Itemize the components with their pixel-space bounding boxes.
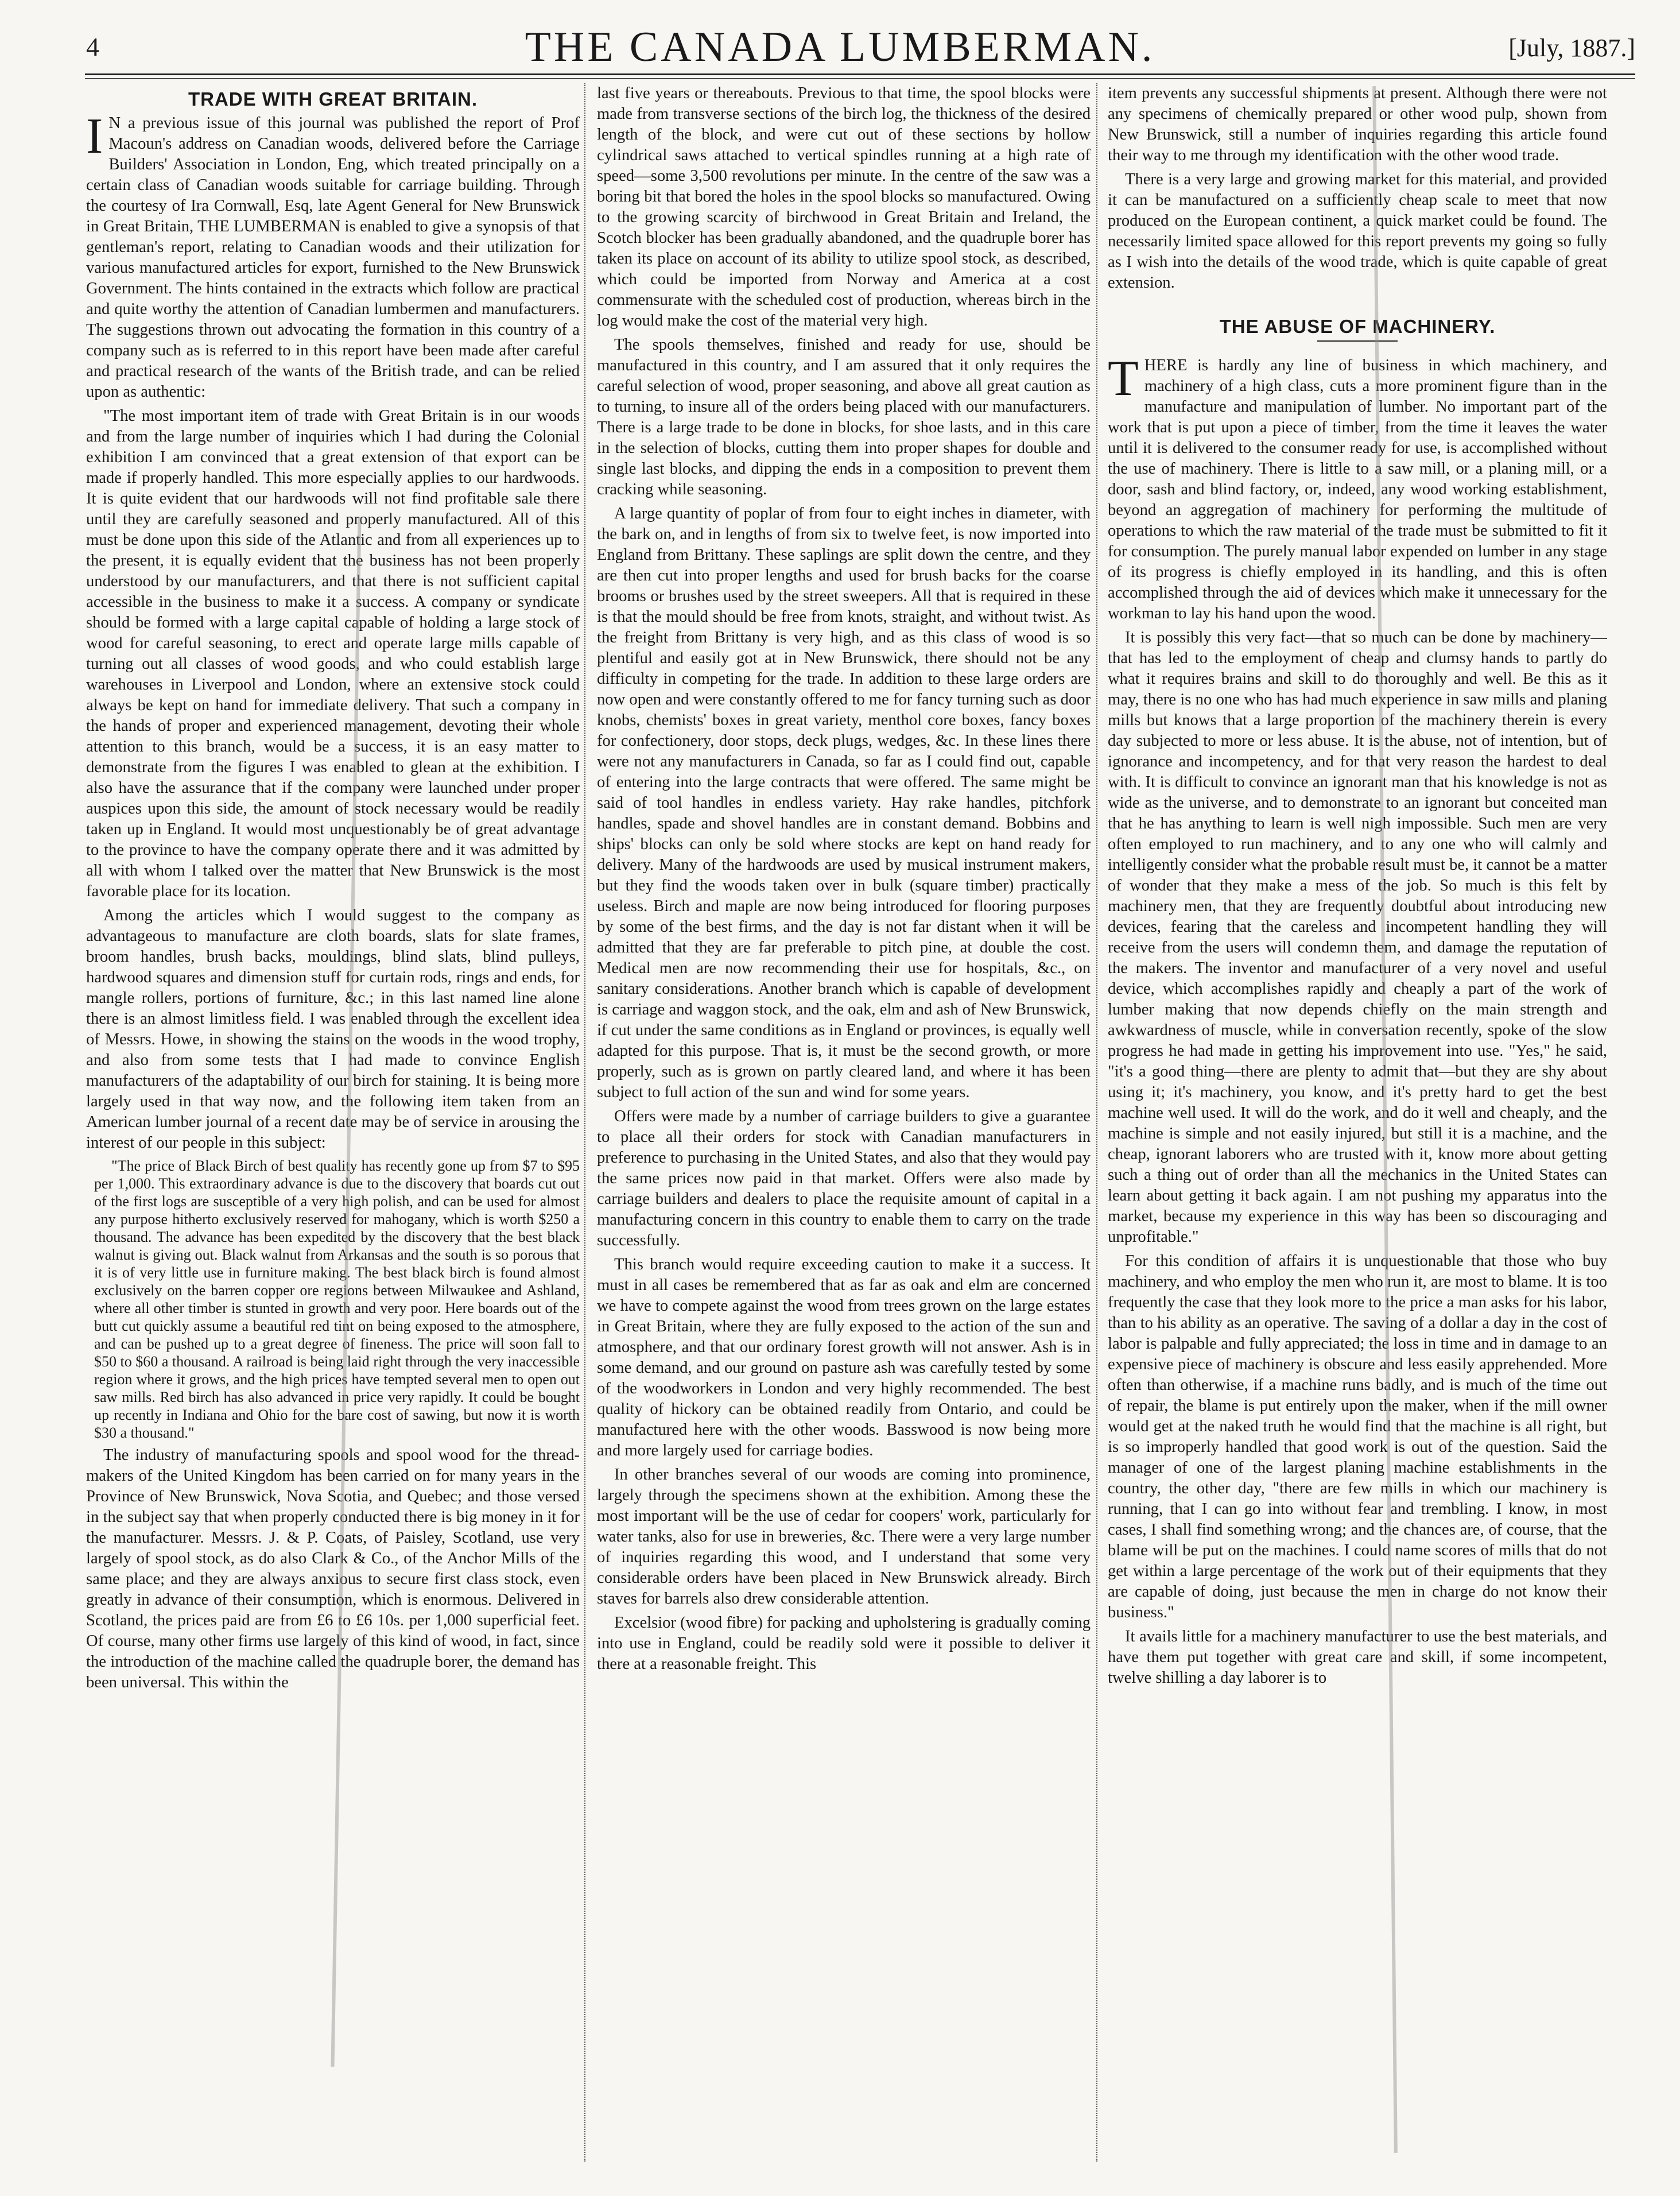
article-paragraph: This branch would require exceeding caution to make it a success. It must in all cases be remembered that as far as oak and elm are concerned we have to compete against the wood from trees grown on the large estates in Great Britain, where they are fully exposed to the action of the sun and atmosphere, and that our ordinary forest growth will not answer. Ash is in some demand, and our ground on pasture ash was carefully tested by some of the woodworkers in London and very highly recommended. The best quality of hickory can be obtained readily from Ontario, and could be manufactured here with the other woods. Basswood is now being more and more largely used for carriage bodies. <box>597 1256 1091 1459</box>
masthead: THE CANADA LUMBERMAN. <box>525 24 1155 71</box>
column-3 <box>1108 83 1607 2173</box>
article-paragraph: Offers were made by a number of carriage builders to give a guarantee to place all their orders for stock with Canadian manufacturers in preference to purchasing in the United States, and also that they would pay the same prices now paid in that market. Offers were also made by carriage builders and dealers to place the requisite amount of capital in a manufacturing concern in this country to enable them to carry on the trade successfully. <box>597 1107 1091 1249</box>
title-rule <box>1317 340 1398 342</box>
article-title-machinery: THE ABUSE OF MACHINERY. <box>1219 316 1496 337</box>
article-paragraph: A large quantity of poplar of from four to eight inches in diameter, with the bark on, and in lengths of from six to twelve feet, is now imported into England from Brittany. These saplings are split down the centre, and they are then cut into proper lengths and used for brush backs for the coarse brooms or brushes used by the street sweepers. All that is required in these is that the mould should be free from knots, straight, and without twist. As the freight from Brittany is very high, and as this class of wood is so plentiful and easily got at in New Brunswick, there should not be any difficulty in competing for the trade. In addition to these large orders are now open and were constantly offered to me for fancy turning such as door knobs, chemists' boxes in great variety, menthol core boxes, fancy boxes for confectionery, door stops, deck plugs, wedges, &c. In these lines there were not any manufacturers in Canada, so far as I could find out, capable of entering into the large contracts that were offered. The same might be said of tool handles in endless variety. Hay rake handles, pitchfork handles, spade and shovel handles are in constant demand. Bobbins and ships' blocks can only be sold where stocks are kept on hand ready for delivery. Many of the hardwoods are used by musical instrument makers, but they find the woods taken over in bulk (square timber) practically useless. Birch and maple are now being introduced for flooring purposes by some of the best firms, and the day is not far distant when it will be admitted that they are far preferable to pitch pine, at double the cost. Medical men are now recommending their use for hospitals, &c., on sanitary considerations. Another branch which is capable of development is carriage and waggon stock, and the oak, elm and ash of New Brunswick, if cut under the same conditions as in England or provinces, is equally well adapted for this purpose. That is, it must be the second growth, or more properly, such as is grown on partly cleared land, and where it has been subject to full action of the sun and wind for some years. <box>597 505 1091 1101</box>
article-paragraph: Among the articles which I would suggest to the company as advantageous to manufacture are cloth boards, slats for slate frames, broom handles, brush backs, mouldings, blind slats, blind pulleys, hardwood squares and dimension stuff for curtain rods, rings and ends, for mangle rollers, portions of furniture, &c.; in this last named line alone there is an almost limitless field. I was enabled through the excellent idea of Messrs. Howe, in showing the stains on the woods in the wood trophy, and also from some tests that I had made to convince English manufacturers of the adaptability of our birch for staining. It is being more largely used in that way now, and the following item taken from an American lumber journal of a recent date may be of service in arousing the interest of our people in this subject: <box>86 907 580 1152</box>
article-paragraph: It is possibly this very fact—that so much can be done by machinery—that has led to the employment of cheap and clumsy hands to partly do what it requires brains and skill to do thoroughly and well. Be this as it may, there is no one who has had much experience in saw mills and planing mills but knows that a large proportion of the machinery therein is every day subjected to more or less abuse. It is the abuse, not of intention, but of ignorance and incompetency, and for that very reason the hardest to deal with. It is difficult to convince an ignorant man that his knowledge is not as wide as the universe, and to demonstrate to an ignorant but conceited man that he has anything to learn is well nigh impossible. Such men are very often employed to run machinery, and to any one who will calmly and intelligently consider what the probable result must be, it cannot be a matter of wonder that they make a mess of the job. So much is this felt by machinery men, that they are frequently doubtful about introducing new devices, fearing that the careless and incompetent handling they will receive from the users will condemn them, and damage the reputation of the makers. The inventor and manufacturer of a very novel and useful device, which accomplishes rapidly and cheaply a part of the work of lumber making that now depends chiefly on the main strength and awkwardness of muscle, while in conversation recently, spoke of the slow progress he had made in getting his improvement into use. "Yes," he said, "it's a good thing—there are plenty to admit that—but they are shy about using it; it's machinery, you know, and it's pretty hard to get the best machine well used. It will do the work, and do it well and cheaply, and the machine is simple and not easily injured, but still it is a machine, and the cheap, ignorant laborers who are trusted with it, know more about getting such a thing out of order than all the mechanics in the United States can learn about getting it back again. I am not pushing my apparatus into the market, because my experience in this way has been so discouraging and unprofitable." <box>1108 629 1607 1246</box>
article-paragraph: Excelsior (wood fibre) for packing and upholstering is gradually coming into use in England, could be readily sold were it possible to deliver it there at a reasonable freight. This <box>597 1614 1091 1673</box>
column-divider <box>584 83 585 2162</box>
article-paragraph: There is a very large and growing market for this material, and provided it can be manufactured on a sufficiently cheap scale to meet that now produced on the European continent, a quick market could be found. The necessarily limited space allowed for this report prevents my going so fully as I wish into the details of the wood trade, which is quite capable of great extension. <box>1108 171 1607 292</box>
column-2 <box>597 83 1091 2173</box>
page-number: 4 <box>86 32 99 61</box>
article-paragraph: For this condition of affairs it is unquestionable that those who buy machinery, and who employ the men who run it, are most to blame. It is too frequently the case that they look more to the price a man asks for his labor, than to his ability as an operative. The saving of a dollar a day in the cost of labor is palpable and fully appreciated; the loss in time and in damage to an expensive piece of machinery is obscure and less easily apprehended. More often than otherwise, if a machine runs badly, and is much of the time out of repair, the blame is put entirely upon the maker, when if the mill owner would get at the naked truth he would find that the machine is all right, but is so improperly handled that good work is out of the question. Said the manager of one of the largest planing machine establishments in the country, the other day, "there are few mills in which our machinery is running, that I can go into without fear and trembling. I know, in most cases, I shall find something wrong; and the chances are, of course, that the blame will be put on the machines. I could name scores of mills that do not get within a large percentage of the work out of their equipments that they are capable of doing, just because the men in charge do not know their business." <box>1108 1252 1607 1621</box>
drop-cap: I <box>86 109 103 164</box>
column-1 <box>86 83 580 2173</box>
drop-cap: T <box>1108 351 1139 406</box>
article-paragraph: The spools themselves, finished and ready for use, should be manufactured in this country, and I am assured that it only requires the careful selection of wood, proper seasoning, and above all great caution as to turning, to insure all of the orders being placed with our manufacturers. There is a large trade to be done in blocks, for shoe lasts, and in this care in the selection of blocks, cutting them into proper shapes for double and single last blocks, and dipping the ends in a composition to prevent them cracking while seasoning. <box>597 336 1091 498</box>
column-divider <box>1096 83 1097 2162</box>
issue-date: [July, 1887.] <box>1508 34 1635 62</box>
article-paragraph: "The most important item of trade with Great Britain is in our woods and from the large number of inquiries which I had during the Colonial exhibition I am convinced that a great extension of that export can be made if properly handled. This more especially applies to our hardwoods. It is quite evident that our hardwoods will not find profitable sale there until they are carefully seasoned and properly manufactured. All of this must be done upon this side of the Atlantic and from all experiences up to the present, it is equally evident that the business has not been properly understood by our manufacturers, and that there is not sufficient capital accessible in the business to make it a success. A company or syndicate should be formed with a large capital capable of holding a large stock of wood for careful seasoning, to erect and operate large mills capable of turning out all classes of wood goods, and who could establish large warehouses in Liverpool and London, where an extensive stock could always be kept on hand for immediate delivery. That such a company in the hands of proper and experienced management, devoting their whole attention to this branch, would be a success, it is an easy matter to demonstrate from the figures I was enabled to glean at the exhibition. I also have the assurance that if the company were launched under proper auspices upon this side, the amount of stock necessary would be readily taken up in England. It would most unquestionably be of great advantage to the province to have the company operate there and it was admitted by all with whom I talked over the matter that New Brunswick is the most favorable place for its location. <box>86 407 580 900</box>
article-paragraph: I N a previous issue of this journal was published the report of Prof Macoun's address on Canadian woods, delivered before the Carriage Builders' Association in London, Eng, which treated principally on a certain class of Canadian woods suitable for carriage building. Through the courtesy of Ira Cornwall, Esq, late Agent General for New Brunswick in Great Britain, THE LUMBERMAN is enabled to give a synopsis of that gentleman's report, relating to Canadian woods and their utilization for various manufactured articles for export, furnished to the New Brunswick Government. The hints contained in the extracts which follow are practical and quite worthy the attention of Canadian lumbermen and manufacturers. The suggestions thrown out advocating the formation in this country of a company such as is referred to in this report have been made after careful and practical research of the wants of the British trade, and can be relied upon as authentic: <box>86 109 580 401</box>
article-paragraph: item prevents any successful shipments at present. Although there were not any specimens of chemically prepared or other wood pulp, shown from New Brunswick, still a number of inquiries regarding this article found their way to me through my identification with the other wood trade. <box>1108 84 1607 164</box>
article-title-trade: TRADE WITH GREAT BRITAIN. <box>188 88 478 110</box>
article-paragraph: last five years or thereabouts. Previous to that time, the spool blocks were made from transverse sections of the birch log, the thickness of the desired length of the block, and were cut out of these sections by hollow cylindrical saws attached to vertical spindles running at a high rate of speed—some 3,500 revolutions per minute. In the centre of the saw was a boring bit that bored the holes in the spool blocks so manufactured. Owing to the growing scarcity of birchwood in Great Britain and Ireland, the Scotch blocker has been gradually abandoned, and the quadruple borer has taken its place on account of its ability to utilize spool stock, as described, which could be imported from Norway and America at a cost commensurate with the scheduled cost of production, whereas birch in the log would make the cost of the material very high. <box>597 84 1091 330</box>
article-paragraph: In other branches several of our woods are coming into prominence, largely through the specimens shown at the exhibition. Among these the most important will be the use of cedar for coopers' work, particularly for water tanks, also for use in breweries, &c. There were a very large number of inquiries regarding this wood, and I understand that some very considerable orders have been placed in New Brunswick already. Birch staves for barrels also drew considerable attention. <box>597 1466 1091 1608</box>
header-rule <box>85 73 1635 79</box>
article-paragraph: THERE is hardly any line of business in which machinery, and machinery of a high class, cuts a more prominent figure than in the manufacture and manipulation of lumber. No important part of the work that is put upon a piece of timber, from the time it leaves the water until it is delivered to the consumer ready for use, is accomplished without the use of machinery. There is little to a saw mill, or a planing mill, or a door, sash and blind factory, or, indeed, any wood working establishment, beyond an aggregation of machinery for performing the multitude of operations to which the raw material of the trade must be submitted to fit it for consumption. The purely manual labor expended on lumber in any stage of its progress is chiefly employed in its handling, and this is often accomplished through the aid of devices which make it unnecessary for the workman to lay his hand upon the wood. <box>1108 351 1607 622</box>
article-paragraph: The industry of manufacturing spools and spool wood for the thread-makers of the United Kingdom has been carried on for many years in the Province of New Brunswick, Nova Scotia, and Quebec; and those versed in the subject say that when properly conducted there is big money in it for the manufacturer. Messrs. J. & P. Coats, of Paisley, Scotland, use very largely of spool stock, as do also Clark & Co., of the Anchor Mills of the same place; and they are always anxious to secure first class stock, even greatly in advance of their consumption, which is enormous. Delivered in Scotland, the prices paid are from £6 to £6 10s. per 1,000 superficial feet. Of course, many other firms use largely of this kind of wood, in fact, since the introduction of the machine called the quadruple borer, the demand has been universal. This within the <box>86 1446 580 1691</box>
quoted-item: "The price of Black Birch of best quality has recently gone up from $7 to $95 per 1,000. This extraordinary advance is due to the discovery that boards cut out of the first logs are susceptible of a very high polish, and can be used for almost any purpose hitherto exclusively reserved for mahogany, which is worth $250 a thousand. The advance has been expedited by the discovery that the best black walnut is giving out. Black walnut from Arkansas and the south is so porous that it is of very little use in furniture making. The best black birch is found almost exclusively on the barren copper ore regions between Milwaukee and Ashland, where all other timber is stunted in growth and very poor. Here boards out of the butt cut quickly assume a beautiful red tint on being exposed to the atmosphere, and can be pushed up to a great degree of fineness. The price will soon fall to $50 to $60 a thousand. A railroad is being laid right through the very inaccessible region where it grows, and the high prices have tempted several men to open out saw mills. Red birch has also advanced in price very rapidly. It could be bought up recently in Indiana and Ohio for the bare cost of sawing, but now it is worth $30 a thousand." <box>94 1157 580 1441</box>
article-paragraph: It avails little for a machinery manufacturer to use the best materials, and have them put together with great care and skill, if some incompetent, twelve shilling a day laborer is to <box>1108 1628 1607 1687</box>
